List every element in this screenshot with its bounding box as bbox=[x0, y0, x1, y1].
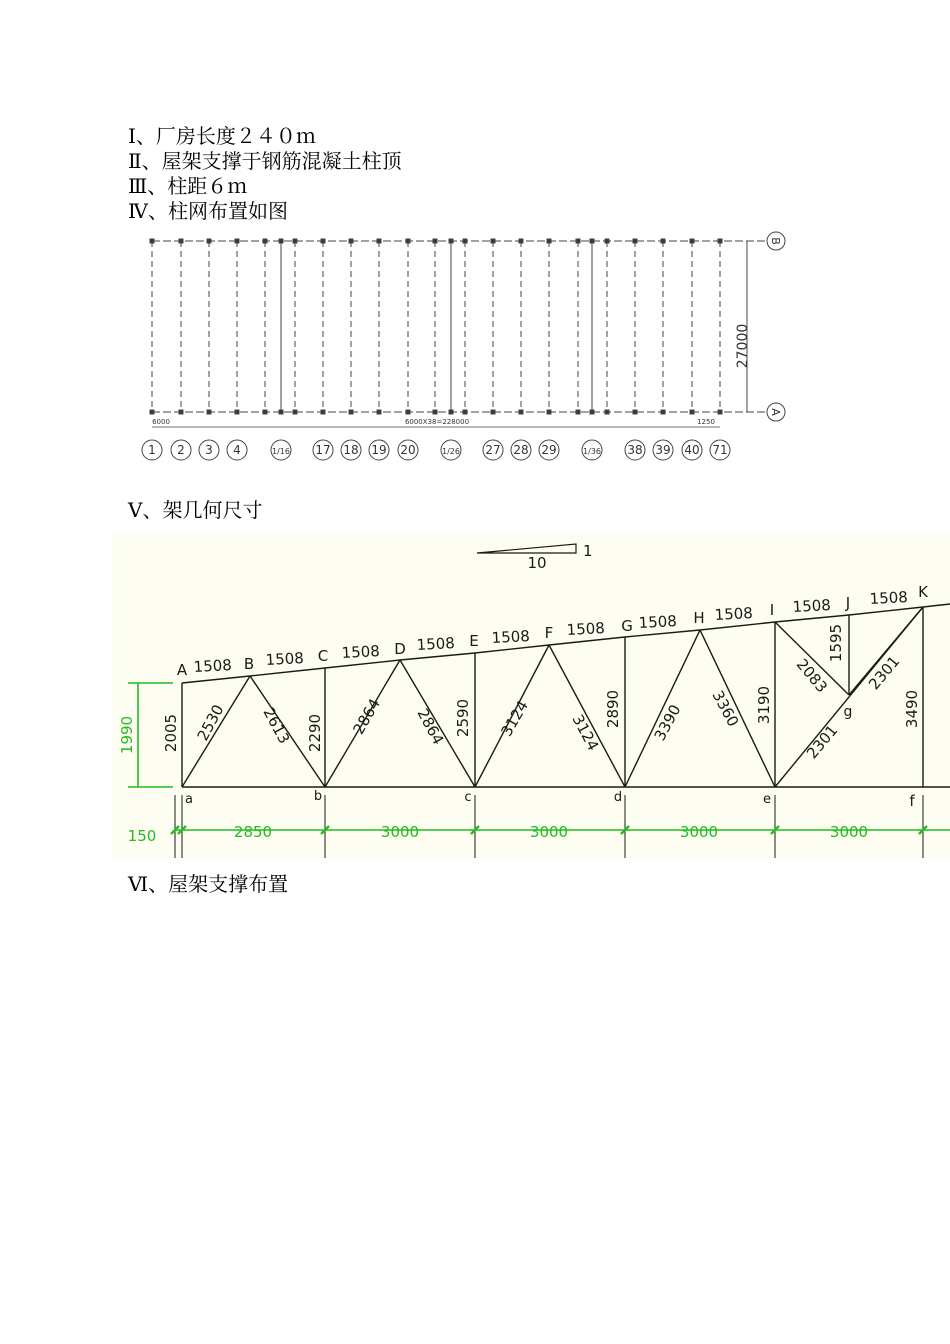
bottom-dimension-label: 3000 bbox=[679, 823, 719, 841]
bottom-node-label: d bbox=[613, 790, 623, 805]
grid-axis-label bbox=[441, 440, 461, 460]
svg-text:4: 4 bbox=[233, 443, 241, 457]
grid-axis-label bbox=[142, 440, 162, 460]
grid-row-label-b bbox=[767, 232, 785, 250]
bottom-node-label: g bbox=[843, 704, 853, 720]
heading-truss-geometry: Ⅴ、架几何尺寸 bbox=[128, 498, 263, 522]
grid-axis-label bbox=[341, 440, 361, 460]
truss-drawing bbox=[113, 533, 950, 858]
svg-text:17: 17 bbox=[315, 443, 331, 457]
diagonal-length-label: 3360 bbox=[708, 687, 743, 730]
vertical-length-label: 2005 bbox=[162, 713, 180, 753]
slope-run: 10 bbox=[527, 554, 547, 572]
heading-roof-bracing: Ⅵ、屋架支撑布置 bbox=[128, 872, 289, 896]
diagonal-length-label: 3124 bbox=[568, 711, 603, 754]
offset-dimension-label: 150 bbox=[127, 827, 157, 845]
diagonal-length-label: 3124 bbox=[497, 697, 533, 740]
top-node-label: E bbox=[469, 632, 479, 650]
grid-axis-label bbox=[511, 440, 531, 460]
height-dimension-label: 1990 bbox=[118, 715, 136, 755]
grid-axis-label bbox=[539, 440, 559, 460]
bay-dimension-middle: 6000X38=228000 bbox=[404, 418, 470, 426]
diagonal-length-label: 2613 bbox=[259, 704, 294, 747]
bottom-node-label: e bbox=[763, 792, 771, 807]
heading-column-spacing: Ⅲ、柱距６ｍ bbox=[128, 174, 248, 198]
heading-column-grid: Ⅳ、柱网布置如图 bbox=[128, 199, 288, 223]
vertical-length-label: 2890 bbox=[604, 689, 622, 729]
top-node-label: D bbox=[394, 640, 406, 658]
svg-text:28: 28 bbox=[513, 443, 529, 457]
top-node-label: K bbox=[918, 583, 928, 601]
slope-rise: 1 bbox=[583, 542, 593, 560]
grid-axis-label bbox=[625, 440, 645, 460]
truss-diagonal bbox=[625, 630, 700, 787]
svg-text:3: 3 bbox=[205, 443, 213, 457]
svg-text:1: 1 bbox=[148, 443, 156, 457]
top-node-label: J bbox=[845, 594, 851, 612]
grid-axis-label bbox=[271, 440, 291, 460]
svg-text:A: A bbox=[769, 408, 782, 416]
grid-axis-label bbox=[483, 440, 503, 460]
diagonal-length-label: 2864 bbox=[413, 705, 448, 748]
grid-axis-label bbox=[653, 440, 673, 460]
slope-indicator bbox=[477, 542, 593, 572]
bottom-node-label: f bbox=[909, 792, 915, 810]
diagonal-length-label: 2301 bbox=[803, 721, 842, 763]
grid-axis-label bbox=[313, 440, 333, 460]
panel-length-label: 1508 bbox=[491, 627, 531, 647]
panel-length-label: 1508 bbox=[416, 634, 456, 654]
top-node-label: G bbox=[621, 617, 633, 635]
svg-text:38: 38 bbox=[627, 443, 643, 457]
grid-axis-label bbox=[710, 440, 730, 460]
grid-axis-label bbox=[582, 440, 602, 460]
bottom-node-label: c bbox=[464, 790, 472, 805]
vertical-length-label: 3190 bbox=[755, 685, 773, 725]
top-node-label: B bbox=[243, 655, 255, 673]
diagonal-length-label: 2864 bbox=[349, 695, 385, 738]
diagonal-length-label: 2530 bbox=[193, 701, 228, 744]
svg-text:2: 2 bbox=[177, 443, 185, 457]
panel-length-label: 1508 bbox=[714, 604, 754, 624]
panel-length-label: 1508 bbox=[638, 612, 678, 632]
grid-axis-label bbox=[682, 440, 702, 460]
bottom-dimension-label: 3000 bbox=[829, 823, 869, 841]
vertical-length-label: 1595 bbox=[827, 623, 845, 663]
bottom-dimension-label: 2850 bbox=[233, 823, 273, 841]
diagonal-length-label: 2083 bbox=[792, 655, 831, 697]
grid-axis-label bbox=[369, 440, 389, 460]
top-node-label: C bbox=[317, 647, 329, 665]
bay-dimension-right: 1250 bbox=[697, 418, 715, 426]
grid-axis-label bbox=[398, 440, 418, 460]
svg-text:18: 18 bbox=[343, 443, 359, 457]
bottom-dimension-label: 3000 bbox=[380, 823, 420, 841]
svg-text:71: 71 bbox=[712, 443, 728, 457]
panel-length-label: 1508 bbox=[566, 619, 606, 639]
svg-text:1/26: 1/26 bbox=[442, 447, 460, 456]
panel-length-label: 1508 bbox=[193, 656, 233, 676]
span-dimension: 27000 bbox=[735, 323, 751, 369]
panel-length-label: 1508 bbox=[792, 596, 832, 616]
vertical-length-label: 2590 bbox=[454, 698, 472, 738]
panel-length-label: 1508 bbox=[869, 588, 909, 608]
panel-length-label: 1508 bbox=[341, 642, 381, 662]
vertical-length-label: 2290 bbox=[306, 713, 324, 753]
grid-axis-label bbox=[171, 440, 191, 460]
bottom-dimension-label: 3000 bbox=[529, 823, 569, 841]
top-node-label: F bbox=[544, 624, 554, 642]
top-node-label: H bbox=[693, 609, 705, 627]
svg-text:40: 40 bbox=[684, 443, 700, 457]
diagonal-length-label: 3390 bbox=[650, 701, 685, 744]
top-node-label: A bbox=[176, 661, 188, 679]
grid-axis-label bbox=[227, 440, 247, 460]
svg-text:1/16: 1/16 bbox=[272, 447, 290, 456]
heading-support: Ⅱ、屋架支撑于钢筋混凝土柱顶 bbox=[128, 149, 402, 173]
svg-text:27: 27 bbox=[485, 443, 501, 457]
diagonal-length-label: 2301 bbox=[865, 652, 904, 694]
column-grid-drawing bbox=[135, 228, 795, 466]
bottom-node-label: b bbox=[313, 789, 323, 804]
svg-text:20: 20 bbox=[400, 443, 416, 457]
bay-dimension-left: 6000 bbox=[152, 418, 170, 426]
panel-length-label: 1508 bbox=[265, 649, 305, 669]
svg-text:39: 39 bbox=[655, 443, 671, 457]
svg-text:19: 19 bbox=[371, 443, 387, 457]
vertical-length-label: 3490 bbox=[903, 689, 921, 729]
top-node-label: I bbox=[769, 601, 775, 619]
heading-length: Ⅰ、厂房长度２４０ｍ bbox=[128, 124, 316, 148]
svg-text:1/36: 1/36 bbox=[583, 447, 601, 456]
svg-text:B: B bbox=[769, 237, 782, 245]
truss-geometry-panel bbox=[113, 533, 950, 858]
grid-axis-label bbox=[199, 440, 219, 460]
grid-row-label-a bbox=[767, 403, 785, 421]
bottom-node-label: a bbox=[185, 792, 193, 807]
svg-text:29: 29 bbox=[541, 443, 557, 457]
